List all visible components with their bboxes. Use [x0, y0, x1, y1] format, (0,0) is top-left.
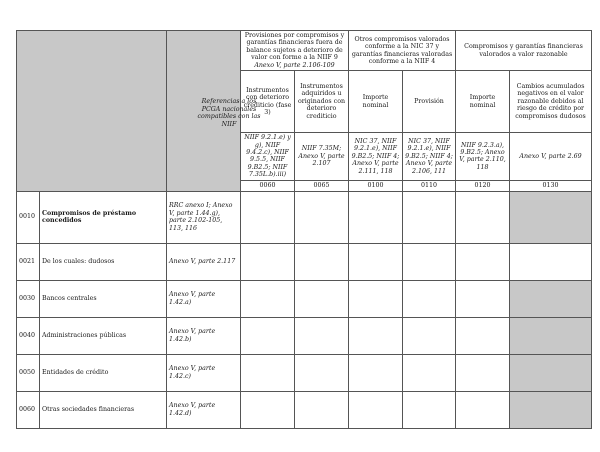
group1-title-cell	[241, 31, 349, 71]
table-row	[17, 280, 592, 317]
data-cell[interactable]	[403, 317, 456, 354]
col-code-0120: 0120	[456, 180, 510, 191]
data-cell[interactable]	[295, 317, 349, 354]
table-row	[17, 317, 592, 354]
table-row	[17, 354, 592, 391]
data-cell[interactable]	[295, 243, 349, 280]
data-cell[interactable]	[349, 280, 403, 317]
group3-ref-a: NIIF 9.2.3.a), 9.B2.5; Anexo V, parte 2.110, 118	[456, 133, 510, 181]
row-ref: Anexo V, parte 1.42.c)	[167, 354, 241, 391]
group3-title-cell	[456, 31, 592, 71]
col-code-0060: 0060	[241, 180, 295, 191]
data-cell[interactable]	[456, 391, 510, 428]
row-label: De los cuales: dudosos	[40, 243, 167, 280]
data-cell[interactable]	[349, 317, 403, 354]
row-code: 0060	[17, 391, 40, 428]
data-cell[interactable]	[349, 191, 403, 243]
col-code-0130: 0130	[510, 180, 592, 191]
data-cell[interactable]	[403, 243, 456, 280]
data-cell[interactable]	[403, 191, 456, 243]
col-code-0110: 0110	[403, 180, 456, 191]
col-code-0065: 0065	[295, 180, 349, 191]
data-cell[interactable]	[456, 317, 510, 354]
data-cell[interactable]	[349, 391, 403, 428]
data-cell[interactable]	[241, 280, 295, 317]
financial-template-table	[16, 30, 592, 429]
row-code: 0040	[17, 317, 40, 354]
shaded-cell	[510, 191, 592, 243]
group1-sub-b: Instrumentos adquiridos u originados con deterioro crediticio	[295, 71, 349, 133]
row-label: Bancos centrales	[40, 280, 167, 317]
group1-title: Provisiones por compromisos y garantías financieras fuera de balance sujetos a deterioro de valor con forme a la NIIF 9	[244, 32, 345, 62]
group1-sub-a: Instrumentos con deterioro crediticio (fase 3)	[241, 71, 295, 133]
group3-sub-b: Cambios acumulados negativos en el valor razonable debidos al riesgo de crédito por compromisos dudosos	[510, 71, 592, 133]
group2-sub-b: Provisión	[403, 71, 456, 133]
data-cell[interactable]	[241, 243, 295, 280]
row-ref: Anexo V, parte 1.42.b)	[167, 317, 241, 354]
row-code: 0050	[17, 354, 40, 391]
data-cell[interactable]	[456, 243, 510, 280]
row-code: 0010	[17, 191, 40, 243]
ref-col-title: Referencias a los PCGA nacionales compatibles con las NIIF	[197, 98, 261, 128]
row-label: Otras sociedades financieras	[40, 391, 167, 428]
data-cell[interactable]	[241, 191, 295, 243]
data-cell[interactable]	[349, 354, 403, 391]
data-cell[interactable]	[456, 354, 510, 391]
row-code: 0021	[17, 243, 40, 280]
data-cell[interactable]	[510, 243, 592, 280]
row-label: Entidades de crédito	[40, 354, 167, 391]
data-cell[interactable]	[349, 243, 403, 280]
data-cell[interactable]	[241, 391, 295, 428]
data-cell[interactable]	[295, 280, 349, 317]
group2-title: Otros compromisos valorados conforme a la NIC 37 y garantías financieras valoradas conforme a la NIIF 4	[351, 35, 453, 65]
shaded-cell	[510, 317, 592, 354]
group2-sub-a: Importe nominal	[349, 71, 403, 133]
data-cell[interactable]	[456, 280, 510, 317]
group1-ref-b: NIIF 7.35M; Anexo V, parte 2.107	[295, 133, 349, 181]
row-label: Compromisos de préstamo concedidos	[40, 191, 167, 243]
col-code-0100: 0100	[349, 180, 403, 191]
data-cell[interactable]	[241, 354, 295, 391]
row-label: Administraciones públicas	[40, 317, 167, 354]
data-cell[interactable]	[241, 317, 295, 354]
table-row	[17, 191, 592, 243]
group3-sub-a: Importe nominal	[456, 71, 510, 133]
corner-cell	[17, 31, 167, 192]
group2-title-cell	[349, 31, 456, 71]
data-cell[interactable]	[403, 280, 456, 317]
group1-ref-a: NIIF 9.2.1.e) y g), NIIF 9.4.2.c), NIIF 9.5.5, NIIF 9.B2.5; NIIF 7.35L.b).iii)	[241, 133, 295, 181]
shaded-cell	[510, 280, 592, 317]
group1-subtitle: Anexo V, parte 2.106-109	[254, 61, 335, 69]
table-row	[17, 391, 592, 428]
row-ref: Anexo V, parte 1.42.d)	[167, 391, 241, 428]
data-cell[interactable]	[403, 354, 456, 391]
group3-ref-b: Anexo V, parte 2.69	[510, 133, 592, 181]
data-cell[interactable]	[456, 191, 510, 243]
table-row	[17, 243, 592, 280]
row-code: 0030	[17, 280, 40, 317]
data-cell[interactable]	[295, 354, 349, 391]
group2-ref-a: NIC 37, NIIF 9.2.1.e), NIIF 9.B2.5; NIIF 4; Anexo V, parte 2.111, 118	[349, 133, 403, 181]
data-cell[interactable]	[295, 191, 349, 243]
shaded-cell	[510, 354, 592, 391]
data-cell[interactable]	[403, 391, 456, 428]
row-ref: Anexo V, parte 2.117	[167, 243, 241, 280]
row-ref: Anexo V, parte 1.42.a)	[167, 280, 241, 317]
group2-ref-b: NIC 37, NIIF 9.2.1.e), NIIF 9.B2.5; NIIF 4; Anexo V, parte 2.106, 111	[403, 133, 456, 181]
shaded-cell	[510, 391, 592, 428]
group3-title: Compromisos y garantías financieras valorados a valor razonable	[464, 43, 583, 58]
data-cell[interactable]	[295, 391, 349, 428]
row-ref: RRC anexo I; Anexo V, parte 1.44.g), parte 2.102-105, 113, 116	[167, 191, 241, 243]
